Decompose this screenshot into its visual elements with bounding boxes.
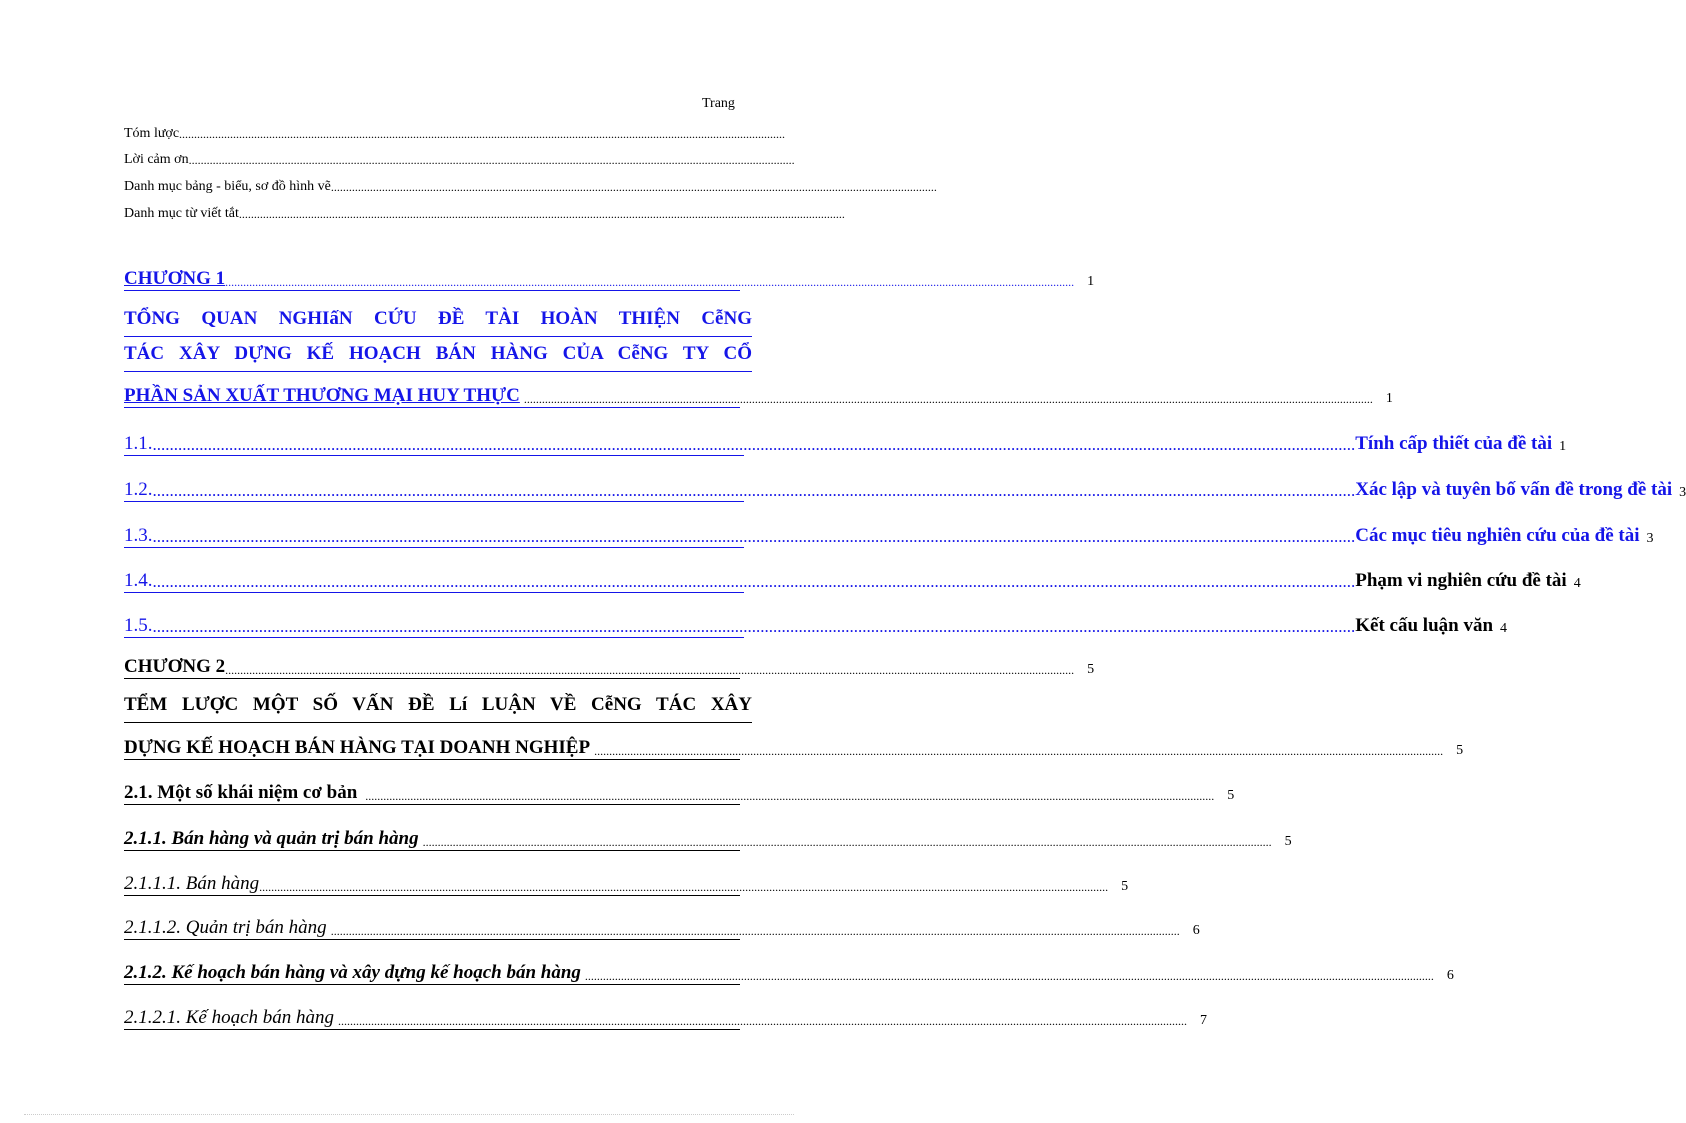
chapter-label: CHƯƠNG 1 [124,268,226,289]
toc-section-1-4[interactable] [124,564,1581,593]
toc-page-number: 5 [1121,879,1129,894]
section-title: Tính cấp thiết của đề tài [1355,433,1553,454]
toc-leader-dots: ........................................................................................................................................................................................................................................................................................... [152,617,1356,636]
toc-page-number: 5 [1087,662,1095,677]
toc-chapter-2-title-line-2[interactable] [124,733,1464,760]
section-number: 1.1. [124,433,153,454]
toc-section-2-1-2-1[interactable] [124,1003,1208,1030]
toc-page-number: 1 [1559,439,1567,454]
toc-page-number: 5 [1227,788,1235,803]
toc-chapter-2[interactable] [124,652,1095,679]
toc-entry-label: Lời cảm ơn [124,152,189,167]
toc-chapter-1-title-line-3[interactable] [124,381,1393,408]
toc-leader-dots: ........................................................................................................................................................................................................................................................................................... [259,880,1109,894]
page-column-label: Trang [702,96,735,111]
toc-section-1-2[interactable] [124,473,1686,502]
toc-chapter-1-title-line-1[interactable]: TỔNG QUAN NGHIấN CỨU ĐỀ TÀI HOÀN THIỆN CễNG [124,308,752,337]
section-title: Xác lập và tuyên bố vấn đề trong đề tài [1355,479,1673,500]
toc-page-number: 3 [1646,531,1654,546]
toc-leader-dots: ........................................................................................................................................................................................................................................................................................... [584,969,1434,983]
toc-leader-dots: ........................................................................................................................................................................................................................................................................................... [594,744,1444,758]
toc-leader-dots: ........................................................................................................................................................................................................................................................................................... [422,835,1272,849]
toc-leader-dots: ........................................................................................................................................................................................................................................................................................... [338,1014,1188,1028]
toc-leader-dots: .......................................................................................................................................................................................................... [238,207,845,221]
toc-leader-dots: .......................................................................................................................................................................................................... [330,180,937,194]
toc-entry-label: Danh mục bảng - biểu, sơ đồ hình vẽ [124,179,331,194]
toc-leader-dots: ........................................................................................................................................................................................................................................................................................... [365,789,1215,803]
toc-entry-loi-cam-on[interactable] [124,148,795,168]
toc-page-number: 5 [1284,834,1292,849]
section-title: Các mục tiêu nghiên cứu của đề tài [1355,525,1640,546]
section-number: 1.3. [124,525,153,546]
toc-page-number: 1 [1385,391,1393,406]
toc-page-number: 7 [1200,1013,1208,1028]
section-number: 1.2. [124,479,153,500]
toc-entry-tom-luoc[interactable] [124,122,786,142]
chapter-title-text: PHẦN SẢN XUẤT THƯƠNG MẠI HUY THỰC [124,385,520,406]
page-bottom-divider [24,1114,794,1115]
toc-leader-dots: ........................................................................................................................................................................................................................................................................................... [225,663,1075,677]
section-title: 2.1.2. Kế hoạch bán hàng và xây dựng kế hoạch bán hàng [124,962,581,983]
toc-leader-dots: .......................................................................................................................................................................................................... [179,127,786,141]
toc-leader-dots: .......................................................................................................................................................................................................... [188,153,795,167]
toc-section-1-1[interactable] [124,427,1567,456]
toc-section-1-3[interactable] [124,519,1654,548]
toc-section-2-1-1-2[interactable] [124,913,1200,940]
toc-leader-dots: ........................................................................................................................................................................................................................................................................................... [152,481,1356,500]
toc-chapter-1-title-line-2[interactable]: TÁC XÂY DỰNG KẾ HOẠCH BÁN HÀNG CỦA CễNG TY CỔ [124,343,752,372]
section-title: 2.1.1.1. Bán hàng [124,873,260,894]
section-title: 2.1.1. Bán hàng và quản trị bán hàng [124,828,419,849]
toc-entry-label: Danh mục từ viết tắt [124,206,239,221]
section-title: 2.1. Một số khái niệm cơ bản [124,782,358,803]
toc-leader-dots: ........................................................................................................................................................................................................................................................................................... [330,924,1180,938]
toc-page-number: 6 [1446,968,1454,983]
toc-page-number: 4 [1500,621,1508,636]
section-number: 1.4. [124,570,153,591]
toc-section-2-1-1[interactable] [124,824,1292,851]
toc-leader-dots: ........................................................................................................................................................................................................................................................................................... [225,275,1075,289]
toc-leader-dots: ........................................................................................................................................................................................................................................................................................... [152,435,1356,454]
toc-leader-dots: ........................................................................................................................................................................................................................................................................................... [152,527,1356,546]
toc-section-2-1[interactable] [124,778,1235,805]
toc-entry-danh-muc-tu-viet-tat[interactable] [124,202,845,222]
section-title: Phạm vi nghiên cứu đề tài [1355,570,1567,591]
section-title: Kết cấu luận văn [1355,615,1494,636]
toc-entry-label: Tóm lược [124,126,180,141]
toc-page-number: 5 [1456,743,1464,758]
chapter-title-text: DỰNG KẾ HOẠCH BÁN HÀNG TẠI DOANH NGHIỆP [124,737,591,758]
toc-leader-dots: ........................................................................................................................................................................................................................................................................................... [523,392,1373,406]
toc-leader-dots: ........................................................................................................................................................................................................................................................................................... [152,572,1356,591]
toc-section-1-5[interactable] [124,609,1508,638]
toc-chapter-1[interactable] [124,264,1095,291]
section-title: 2.1.1.2. Quản trị bán hàng [124,917,327,938]
chapter-label: CHƯƠNG 2 [124,656,226,677]
toc-section-2-1-1-1[interactable] [124,869,1129,896]
toc-section-2-1-2[interactable] [124,958,1454,985]
toc-page-number: 4 [1573,576,1581,591]
toc-entry-danh-muc-bang[interactable] [124,175,937,195]
toc-page-number: 6 [1192,923,1200,938]
toc-page-number: 3 [1679,485,1686,500]
section-number: 1.5. [124,615,153,636]
toc-page-number: 1 [1087,274,1095,289]
toc-chapter-2-title-line-1[interactable]: TỂM LƯỢC MỘT SỐ VẤN ĐỀ Lí LUẬN VỀ CễNG TÁC XÂY [124,694,752,723]
section-title: 2.1.2.1. Kế hoạch bán hàng [124,1007,335,1028]
